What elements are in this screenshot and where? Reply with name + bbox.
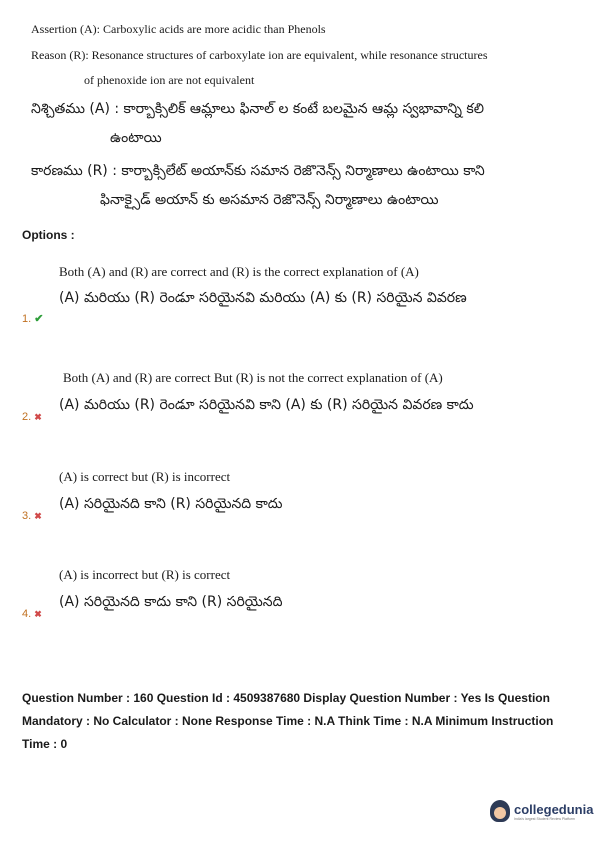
option-text-english: (A) is incorrect but (R) is correct [59, 567, 231, 582]
option-number-label: 3. [22, 510, 32, 522]
option-number [22, 608, 42, 620]
option-text-english: (A) is correct but (R) is incorrect [59, 469, 231, 484]
option-text-english: Both (A) and (R) are correct But (R) is not the correct explanation of (A) [63, 370, 443, 385]
options-label: Options : [22, 228, 75, 242]
cross-icon: ✖ [34, 511, 42, 521]
reason-english-line2: of phenoxide ion are not equivalent [84, 73, 255, 87]
check-icon: ✔ [34, 313, 44, 325]
option-number-label: 4. [22, 608, 32, 620]
reason-telugu-line2: ఫినాక్సైడ్ అయాన్ కు అసమాన రెజొనెన్స్ నిర్మాణాలు ఉంటాయి [100, 192, 439, 208]
assertion-telugu-line1: నిశ్చితము (A) : కార్బాక్సిలిక్ ఆమ్లాలు ఫినాల్ ల కంటే బలమైన ఆమ్ల స్వభావాన్ని కలి [31, 101, 484, 117]
option-number [22, 411, 42, 423]
option-number-label: 2. [22, 411, 32, 423]
option-text-telugu: (A) సరియైనది కాదు కాని (R) సరియైనది [59, 594, 283, 610]
cross-icon: ✖ [34, 412, 42, 422]
option-text-telugu: (A) సరియైనది కాని (R) సరియైనది కాదు [59, 496, 283, 512]
option-number [22, 312, 43, 325]
reason-english-line1: Reason (R): Resonance structures of carboxylate ion are equivalent, while resonance structures [31, 48, 488, 62]
option-text-telugu: (A) మరియు (R) రెండూ సరియైనవి కాని (A) కు (R) సరియైన వివరణ కాదు [59, 397, 474, 413]
reason-telugu-line1: కారణము (R) : కార్బాక్సిలేట్ అయాన్‌కు సమాన రెజొనెన్స్ నిర్మాణాలు ఉంటాయి కాని [31, 163, 485, 179]
question-meta: Question Number : 160 Question Id : 4509387680 Display Question Number : Yes Is Question Mandatory : No Calculator : None Response Time : N.A Think Time : N.A Minimum Instruction Time : 0 [22, 691, 554, 751]
option-text-telugu: (A) మరియు (R) రెండూ సరియైనవి మరియు (A) కు (R) సరియైన వివరణ [59, 290, 467, 306]
assertion-english: Assertion (A): Carboxylic acids are more acidic than Phenols [31, 22, 326, 36]
logo-name: collegedunia [514, 801, 594, 817]
logo-tagline: India's largest Student Review Platform [514, 816, 575, 821]
option-number-label: 1. [22, 313, 32, 325]
option-text-english: Both (A) and (R) are correct and (R) is the correct explanation of (A) [59, 264, 419, 279]
collegedunia-logo [490, 800, 593, 822]
option-number [22, 510, 42, 522]
mascot-icon [490, 800, 510, 822]
cross-icon: ✖ [34, 609, 42, 619]
assertion-telugu-line2: ఉంటాయి [110, 130, 162, 146]
